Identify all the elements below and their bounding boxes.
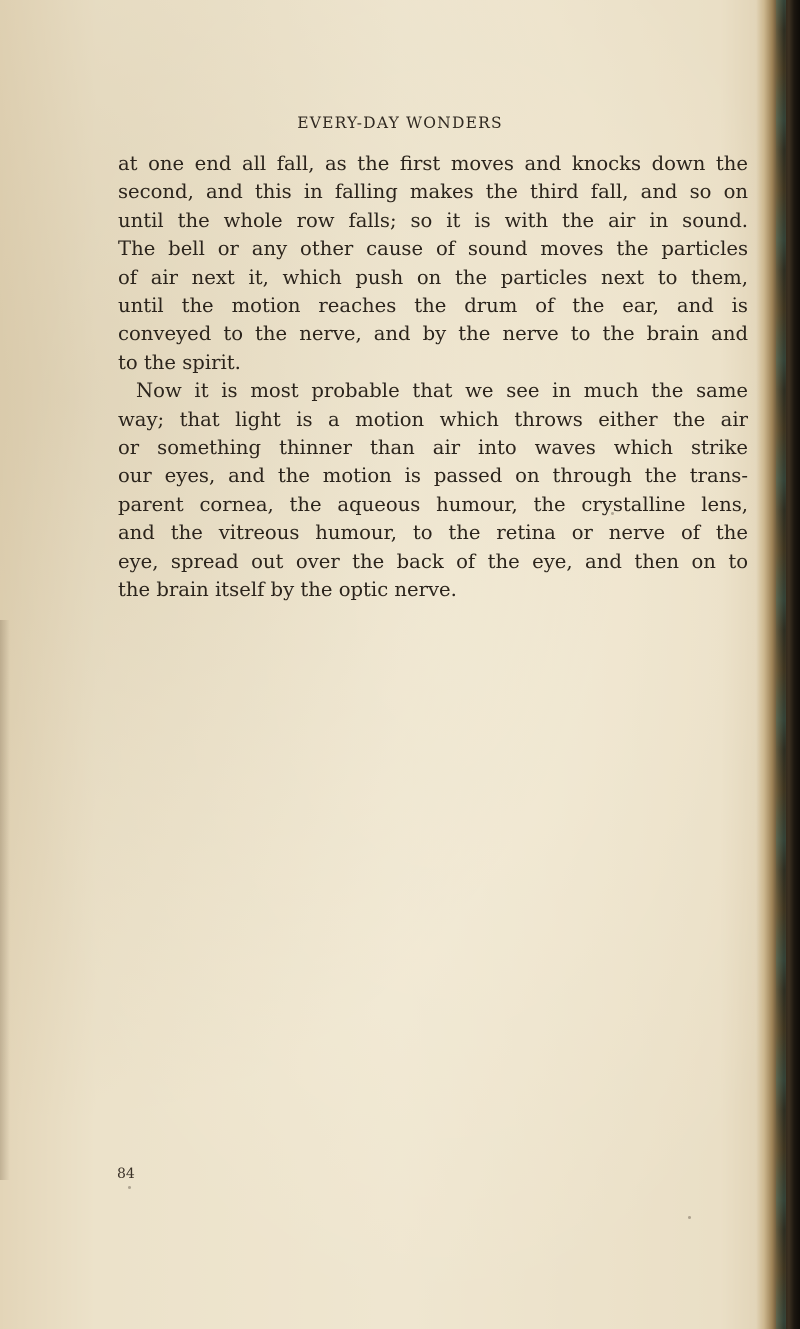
paper-speck [688, 1216, 691, 1219]
text-line: our eyes, and the motion is passed on through the trans- [118, 464, 748, 488]
paper-speck [611, 512, 614, 515]
text-line: Now it is most probable that we see in much the same [136, 379, 748, 403]
text-line: until the motion reaches the drum of the ear, and is [118, 294, 748, 318]
text-line: second, and this in falling makes the third fall, and so on [118, 180, 748, 204]
text-line: the brain itself by the optic nerve. [118, 578, 457, 602]
text-line: way; that light is a motion which throws either the air [118, 407, 748, 431]
page-crease-shadow [0, 620, 10, 1180]
text-line: and the vitreous humour, to the retina or nerve of the [118, 521, 748, 545]
text-line: eye, spread out over the back of the eye, and then on to [118, 549, 748, 573]
page-number: 84 [117, 1166, 135, 1182]
text-line: to the spirit. [118, 350, 241, 374]
paragraph-1 [118, 150, 748, 377]
binding-cloth-texture [776, 0, 786, 1329]
text-line: until the whole row falls; so it is with the air in sound. [118, 208, 748, 232]
text-line: conveyed to the nerve, and by the nerve to the brain and [118, 322, 748, 346]
text-line: of air next it, which push on the particles next to them, [118, 265, 748, 289]
text-line: parent cornea, the aqueous humour, the crystalline lens, [118, 492, 748, 516]
text-line: at one end all fall, as the first moves and knocks down the [118, 152, 748, 175]
paragraph-2 [118, 377, 748, 604]
paper-speck [128, 1186, 131, 1189]
running-head: EVERY-DAY WONDERS [297, 114, 503, 132]
body-text [118, 150, 748, 605]
text-line: or something thinner than air into waves which strike [118, 436, 748, 460]
text-line: The bell or any other cause of sound moves the particles [118, 237, 748, 261]
